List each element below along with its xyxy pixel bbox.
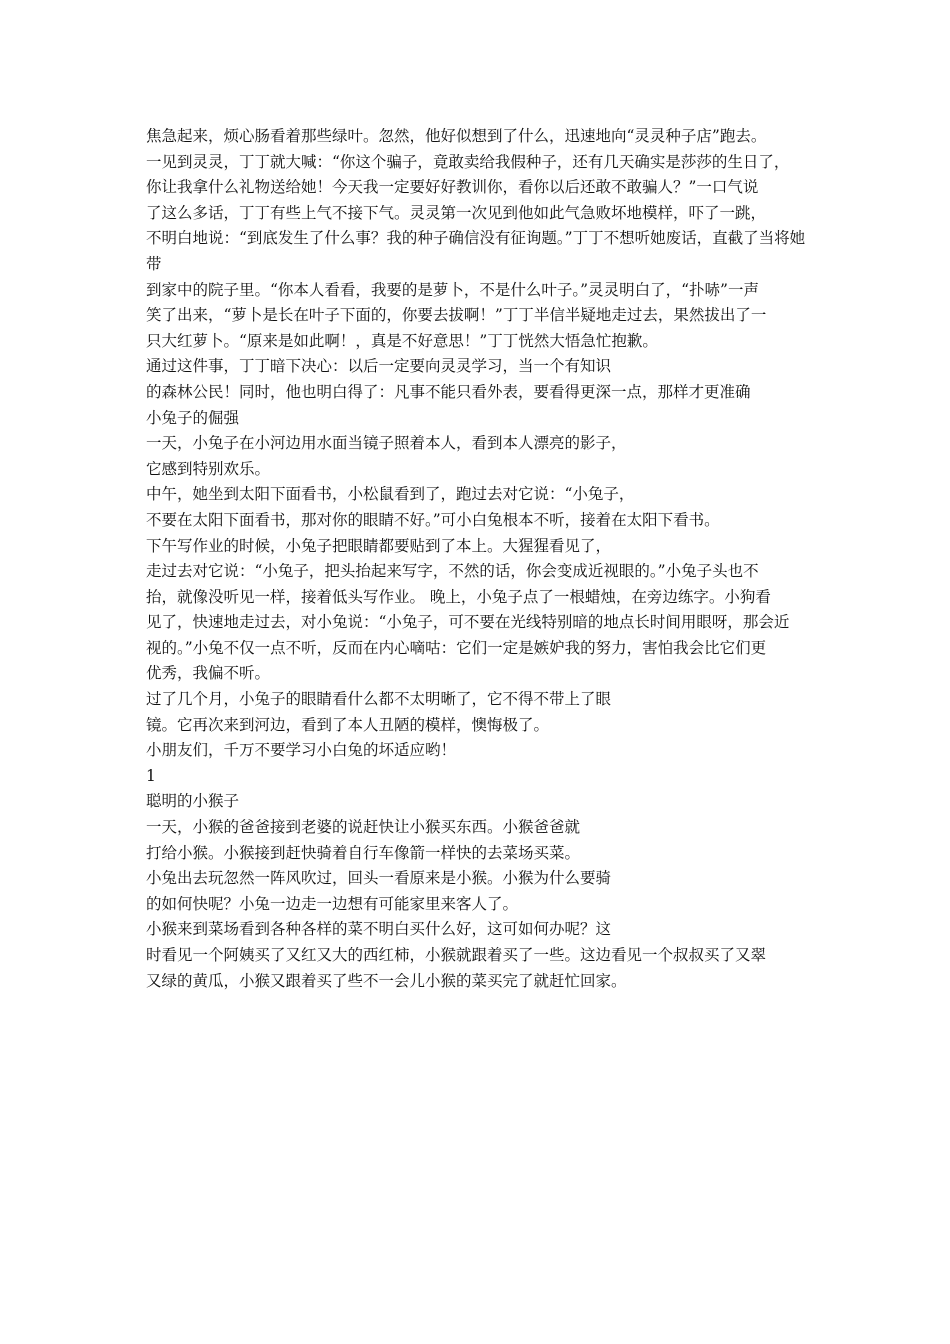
- text-line: 小兔子的倔强: [146, 408, 240, 427]
- text-line: 的森林公民！同时，他也明白得了：凡事不能只看外表，要看得更深一点，那样才更准确: [146, 382, 751, 401]
- text-line: 又绿的黄瓜，小猴又跟着买了些不一会儿小猴的菜买完了就赶忙回家。: [146, 971, 627, 990]
- text-line: 一天，小猴的爸爸接到老婆的说赶快让小猴买东西。小猴爸爸就: [146, 818, 581, 837]
- text-line: 一见到灵灵，丁丁就大喊：“你这个骗子，竟敢卖给我假种子，还有几天确实是莎莎的生日了，: [146, 152, 790, 171]
- text-line: 见了，快速地走过去，对小兔说：“小兔子，可不要在光线特别暗的地点长时间用眼呀，那会近: [146, 613, 790, 632]
- text-line: 聪明的小猴子: [146, 792, 240, 811]
- text-line: 过了几个月，小兔子的眼睛看什么都不太明晰了，它不得不带上了眼: [146, 690, 612, 709]
- text-line: 通过这件事，丁丁暗下决心：以后一定要向灵灵学习，当一个有知识: [146, 357, 612, 376]
- text-line: 到家中的院子里。“你本人看看，我要的是萝卜，不是什么叶子。”灵灵明白了，“扑哧”一声: [146, 280, 759, 299]
- document-body: [146, 124, 814, 994]
- text-line: 镜。它再次来到河边，看到了本人丑陋的模样，懊悔极了。: [146, 715, 550, 734]
- text-line: 只大红萝卜。“原来是如此啊！，真是不好意思！”丁丁恍然大悟急忙抱歉。: [146, 331, 658, 350]
- text-line: 焦急起来，烦心肠看着那些绿叶。忽然，他好似想到了什么，迅速地向“灵灵种子店”跑去。: [146, 127, 767, 145]
- text-line: 下午写作业的时候，小兔子把眼睛都要贴到了本上。大猩猩看见了，: [146, 536, 612, 555]
- text-line: 打给小猴。小猴接到赶快骑着自行车像箭一样快的去菜场买菜。: [146, 843, 581, 862]
- text-line: 你让我拿什么礼物送给她！今天我一定要好好教训你，看你以后还敢不敢骗人？”一口气说: [146, 178, 759, 197]
- text-line: 笑了出来，“萝卜是长在叶子下面的，你要去拔啊！”丁丁半信半疑地走过去，果然拔出了一: [146, 306, 767, 325]
- text-line: 小兔出去玩忽然一阵风吹过，回头一看原来是小猴。小猴为什么要骑: [146, 869, 612, 888]
- text-line: 1: [146, 766, 156, 785]
- text-line: 视的。”小兔不仅一点不听，反而在内心嘀咕：它们一定是嫉妒我的努力，害怕我会比它们更: [146, 638, 767, 657]
- text-line: 了这么多话，丁丁有些上气不接下气。灵灵第一次见到他如此气急败坏地模样，吓了一跳，: [146, 203, 767, 222]
- text-line: 它感到特别欢乐。: [146, 459, 271, 478]
- text-line: 一天，小兔子在小河边用水面当镜子照着本人，看到本人漂亮的影子，: [146, 434, 627, 453]
- text-line: 抬，就像没听见一样，接着低头写作业。 晚上，小兔子点了一根蜡烛，在旁边练字。小狗看: [146, 587, 771, 606]
- text-line: 小朋友们，千万不要学习小白兔的坏适应哟！: [146, 741, 457, 760]
- text-line: 的如何快呢？小兔一边走一边想有可能家里来客人了。: [146, 894, 519, 913]
- text-line: 时看见一个阿姨买了又红又大的西红柿，小猴就跟着买了一些。这边看见一个叔叔买了又翠: [146, 946, 767, 964]
- text-line: 走过去对它说：“小兔子，把头抬起来写字，不然的话，你会变成近视眼的。”小兔子头也不: [146, 562, 759, 581]
- text-line: 不要在太阳下面看书，那对你的眼睛不好。”可小白兔根本不听，接着在太阳下看书。: [146, 510, 720, 529]
- text-line: 优秀，我偏不听。: [146, 664, 271, 683]
- text-line: 小猴来到菜场看到各种各样的菜不明白买什么好，这可如何办呢？这: [146, 920, 612, 939]
- text-line: 不明白地说：“到底发生了什么事？我的种子确信没有征询题。”丁丁不想听她废话，直截了当将她带: [146, 229, 806, 273]
- text-line: 中午，她坐到太阳下面看书，小松鼠看到了，跑过去对它说：“小兔子，: [146, 485, 635, 504]
